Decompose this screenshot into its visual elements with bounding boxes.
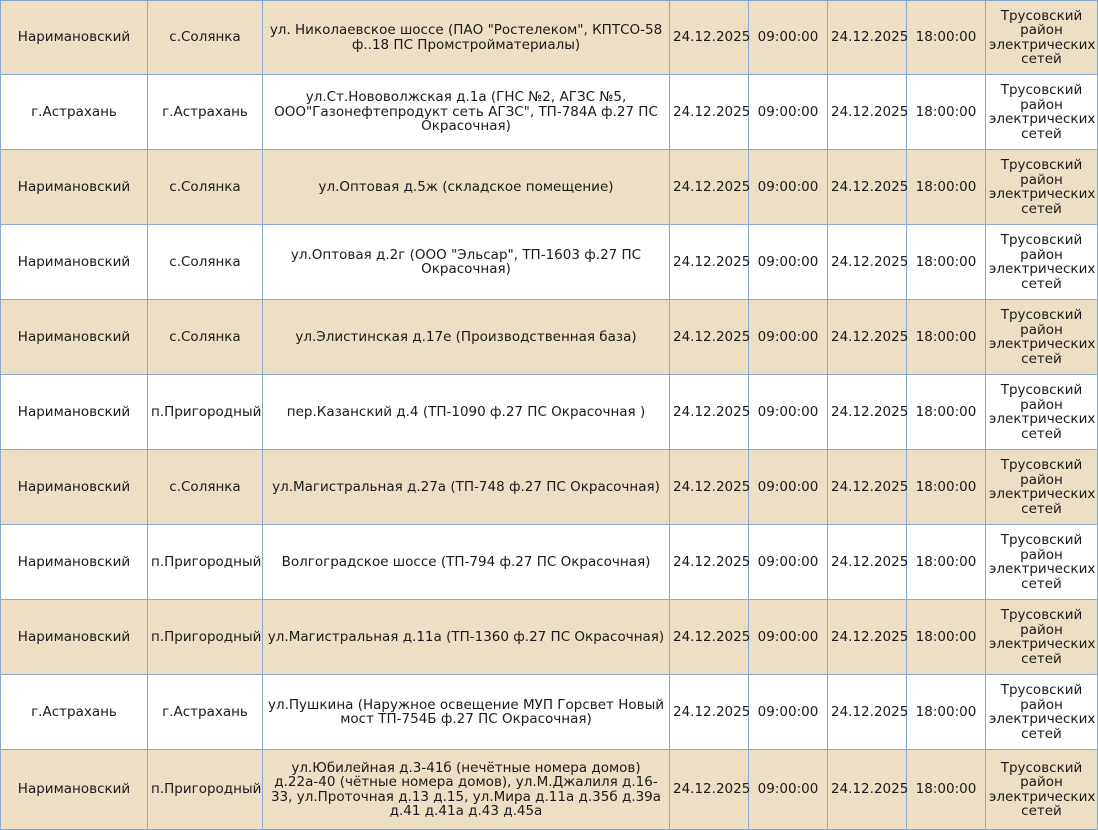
district-cell: Наримановский	[1, 750, 148, 830]
start-time-cell: 09:00:00	[749, 225, 828, 300]
end-date-cell: 24.12.2025	[828, 675, 907, 750]
address-cell: ул.Магистральная д.11а (ТП-1360 ф.27 ПС Окрасочная)	[263, 600, 670, 675]
start-date-cell: 24.12.2025	[670, 450, 749, 525]
start-time-cell: 09:00:00	[749, 300, 828, 375]
district-cell: Наримановский	[1, 300, 148, 375]
end-time-cell: 18:00:00	[907, 525, 986, 600]
district-cell: Наримановский	[1, 525, 148, 600]
start-date-cell: 24.12.2025	[670, 225, 749, 300]
locality-cell: с.Солянка	[148, 1, 263, 75]
table-row	[1, 375, 1098, 450]
end-date-cell: 24.12.2025	[828, 225, 907, 300]
res-cell: Трусовский район электрических сетей	[986, 1, 1098, 75]
end-time-cell: 18:00:00	[907, 450, 986, 525]
end-date-cell: 24.12.2025	[828, 1, 907, 75]
table-row	[1, 1, 1098, 75]
start-time-cell: 09:00:00	[749, 675, 828, 750]
district-cell: Наримановский	[1, 1, 148, 75]
start-time-cell: 09:00:00	[749, 450, 828, 525]
district-cell: г.Астрахань	[1, 75, 148, 150]
start-date-cell: 24.12.2025	[670, 675, 749, 750]
district-cell: Наримановский	[1, 450, 148, 525]
end-time-cell: 18:00:00	[907, 150, 986, 225]
locality-cell: г.Астрахань	[148, 675, 263, 750]
start-time-cell: 09:00:00	[749, 600, 828, 675]
locality-cell: п.Пригородный	[148, 525, 263, 600]
start-time-cell: 09:00:00	[749, 375, 828, 450]
district-cell: Наримановский	[1, 150, 148, 225]
end-date-cell: 24.12.2025	[828, 300, 907, 375]
locality-cell: г.Астрахань	[148, 75, 263, 150]
table-row	[1, 600, 1098, 675]
end-date-cell: 24.12.2025	[828, 150, 907, 225]
res-cell: Трусовский район электрических сетей	[986, 75, 1098, 150]
address-cell: ул.Пушкина (Наружное освещение МУП Горсвет Новый мост ТП-754Б ф.27 ПС Окрасочная)	[263, 675, 670, 750]
end-date-cell: 24.12.2025	[828, 450, 907, 525]
start-time-cell: 09:00:00	[749, 750, 828, 830]
res-cell: Трусовский район электрических сетей	[986, 300, 1098, 375]
address-cell: ул.Юбилейная д.3-41б (нечётные номера домов) д.22а-40 (чётные номера домов), ул.М.Джалиля д.16-33, ул.Проточная д.13 д.15, ул.Мира д.11а д.35б д.39а д.41 д.41а д.43 д.45а	[263, 750, 670, 830]
address-cell: ул.Магистральная д.27а (ТП-748 ф.27 ПС Окрасочная)	[263, 450, 670, 525]
locality-cell: с.Солянка	[148, 150, 263, 225]
res-cell: Трусовский район электрических сетей	[986, 225, 1098, 300]
end-time-cell: 18:00:00	[907, 225, 986, 300]
table-row	[1, 300, 1098, 375]
end-date-cell: 24.12.2025	[828, 375, 907, 450]
table-row	[1, 750, 1098, 830]
start-date-cell: 24.12.2025	[670, 600, 749, 675]
start-date-cell: 24.12.2025	[670, 150, 749, 225]
res-cell: Трусовский район электрических сетей	[986, 375, 1098, 450]
locality-cell: п.Пригородный	[148, 600, 263, 675]
end-date-cell: 24.12.2025	[828, 750, 907, 830]
district-cell: г.Астрахань	[1, 675, 148, 750]
start-date-cell: 24.12.2025	[670, 525, 749, 600]
district-cell: Наримановский	[1, 375, 148, 450]
start-time-cell: 09:00:00	[749, 75, 828, 150]
address-cell: ул.Ст.Нововолжская д.1а (ГНС №2, АГЗС №5, ООО"Газонефтепродукт сеть АГЗС", ТП-784А ф.27 ПС Окрасочная)	[263, 75, 670, 150]
table-row	[1, 75, 1098, 150]
locality-cell: с.Солянка	[148, 450, 263, 525]
end-date-cell: 24.12.2025	[828, 525, 907, 600]
start-date-cell: 24.12.2025	[670, 750, 749, 830]
start-date-cell: 24.12.2025	[670, 1, 749, 75]
start-time-cell: 09:00:00	[749, 525, 828, 600]
res-cell: Трусовский район электрических сетей	[986, 150, 1098, 225]
start-time-cell: 09:00:00	[749, 150, 828, 225]
end-time-cell: 18:00:00	[907, 375, 986, 450]
res-cell: Трусовский район электрических сетей	[986, 600, 1098, 675]
end-time-cell: 18:00:00	[907, 300, 986, 375]
table-row	[1, 225, 1098, 300]
res-cell: Трусовский район электрических сетей	[986, 525, 1098, 600]
address-cell: ул.Элистинская д.17е (Производственная база)	[263, 300, 670, 375]
start-date-cell: 24.12.2025	[670, 300, 749, 375]
table-row	[1, 450, 1098, 525]
district-cell: Наримановский	[1, 600, 148, 675]
address-cell: ул. Николаевское шоссе (ПАО "Ростелеком", КПТСО-58 ф..18 ПС Промстройматериалы)	[263, 1, 670, 75]
address-cell: ул.Оптовая д.5ж (складское помещение)	[263, 150, 670, 225]
end-time-cell: 18:00:00	[907, 1, 986, 75]
table-row	[1, 150, 1098, 225]
table-row	[1, 675, 1098, 750]
address-cell: пер.Казанский д.4 (ТП-1090 ф.27 ПС Окрасочная )	[263, 375, 670, 450]
district-cell: Наримановский	[1, 225, 148, 300]
start-date-cell: 24.12.2025	[670, 75, 749, 150]
end-time-cell: 18:00:00	[907, 675, 986, 750]
table-row	[1, 525, 1098, 600]
end-time-cell: 18:00:00	[907, 75, 986, 150]
locality-cell: с.Солянка	[148, 225, 263, 300]
end-time-cell: 18:00:00	[907, 600, 986, 675]
res-cell: Трусовский район электрических сетей	[986, 675, 1098, 750]
address-cell: ул.Оптовая д.2г (ООО "Эльсар", ТП-1603 ф.27 ПС Окрасочная)	[263, 225, 670, 300]
locality-cell: с.Солянка	[148, 300, 263, 375]
end-date-cell: 24.12.2025	[828, 600, 907, 675]
start-time-cell: 09:00:00	[749, 1, 828, 75]
res-cell: Трусовский район электрических сетей	[986, 450, 1098, 525]
end-time-cell: 18:00:00	[907, 750, 986, 830]
locality-cell: п.Пригородный	[148, 750, 263, 830]
address-cell: Волгоградское шоссе (ТП-794 ф.27 ПС Окрасочная)	[263, 525, 670, 600]
res-cell: Трусовский район электрических сетей	[986, 750, 1098, 830]
start-date-cell: 24.12.2025	[670, 375, 749, 450]
end-date-cell: 24.12.2025	[828, 75, 907, 150]
locality-cell: п.Пригородный	[148, 375, 263, 450]
